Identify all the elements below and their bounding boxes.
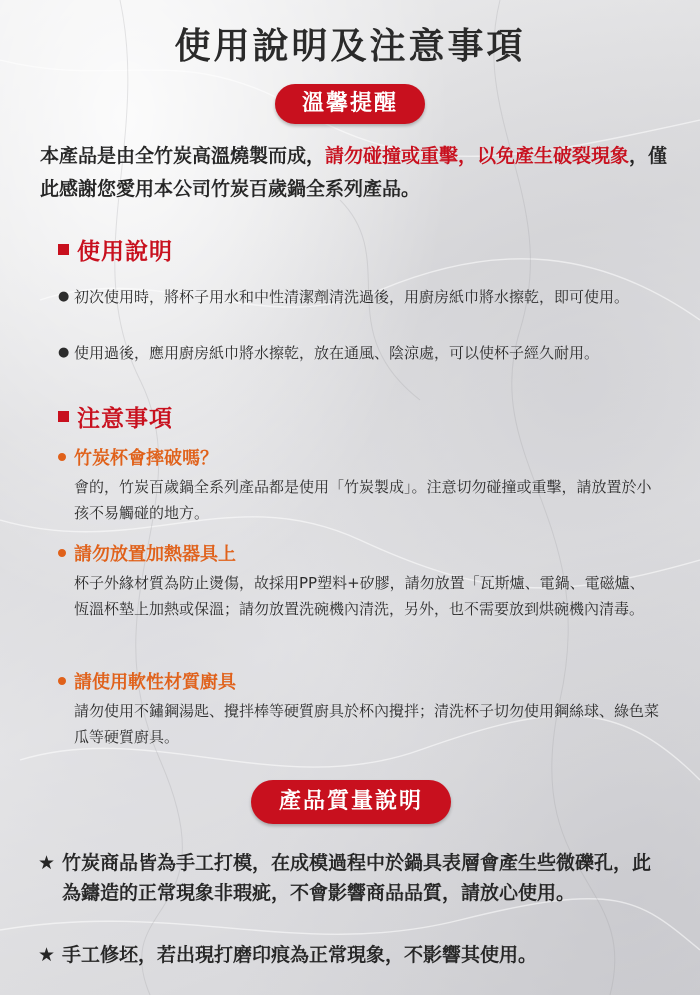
page-title: 使用說明及注意事項 [174,26,526,67]
usage-item [58,284,658,310]
intro-warning: 請勿碰撞或重擊，以免產生破裂現象 [325,145,630,167]
quality-item-text: 竹炭商品皆為手工打模，在成模過程中於鍋具表層會產生些微礫孔，此為鑄造的正常現象非瑕疵，不會影響商品品質，請放心使用。 [62,852,652,904]
caution-answer: 請勿使用不鏽鋼湯匙、攪拌棒等硬質廚具於杯內攪拌；清洗杯子切勿使用鋼絲球、綠色菜瓜等硬質廚具。 [74,702,660,746]
caution-question [58,540,236,566]
usage-heading [58,233,173,266]
caution-heading-label: 注意事項 [77,406,173,432]
usage-item [58,340,658,366]
square-bullet-icon [58,411,69,422]
usage-item-text: 初次使用時，將杯子用水和中性清潔劑清洗過後，用廚房紙巾將水擦乾，即可使用。 [74,288,630,306]
bullet-icon: ● [58,345,70,360]
usage-item-text: 使用過後，應用廚房紙巾將水擦乾，放在通風、陰涼處，可以使杯子經久耐用。 [74,344,600,362]
caution-heading [58,400,173,433]
caution-question [58,444,218,470]
bullet-icon: ● [58,289,70,304]
caution-question [58,668,236,694]
intro-tail: ，僅此感謝您愛用本公司竹炭百歲鍋全系列產品。 [40,145,668,200]
caution-question-text: 竹炭杯會摔破嗎？ [74,448,218,469]
quality-item [38,940,668,970]
caution-question-text: 請使用軟性材質廚具 [74,672,236,693]
notice-badge: 溫馨提醒 [275,84,425,124]
caution-answer: 會的，竹炭百歲鍋全系列產品都是使用「竹炭製成」。注意切勿碰撞或重擊，請放置於小孩不易觸碰的地方。 [74,478,652,522]
quality-item [38,848,668,908]
orange-dot-icon [58,453,66,461]
star-icon: ★ [38,852,56,874]
square-bullet-icon [58,244,69,255]
star-icon: ★ [38,944,56,966]
intro-paragraph [40,140,670,206]
orange-dot-icon [58,677,66,685]
caution-answer: 杯子外緣材質為防止燙傷，故採用PP塑料+矽膠，請勿放置「瓦斯爐、電鍋、電磁爐、恆溫杯墊上加熱或保溫；請勿放置洗碗機內清洗，另外，也不需要放到烘碗機內清毒。 [74,574,645,618]
quality-item-text: 手工修坯，若出現打磨印痕為正常現象，不影響其使用。 [62,944,538,966]
quality-badge: 產品質量說明 [251,780,451,824]
caution-question-text: 請勿放置加熱器具上 [74,544,236,565]
orange-dot-icon [58,549,66,557]
usage-heading-label: 使用說明 [77,239,173,265]
intro-text: 本產品是由全竹炭高溫燒製而成， [40,145,326,167]
